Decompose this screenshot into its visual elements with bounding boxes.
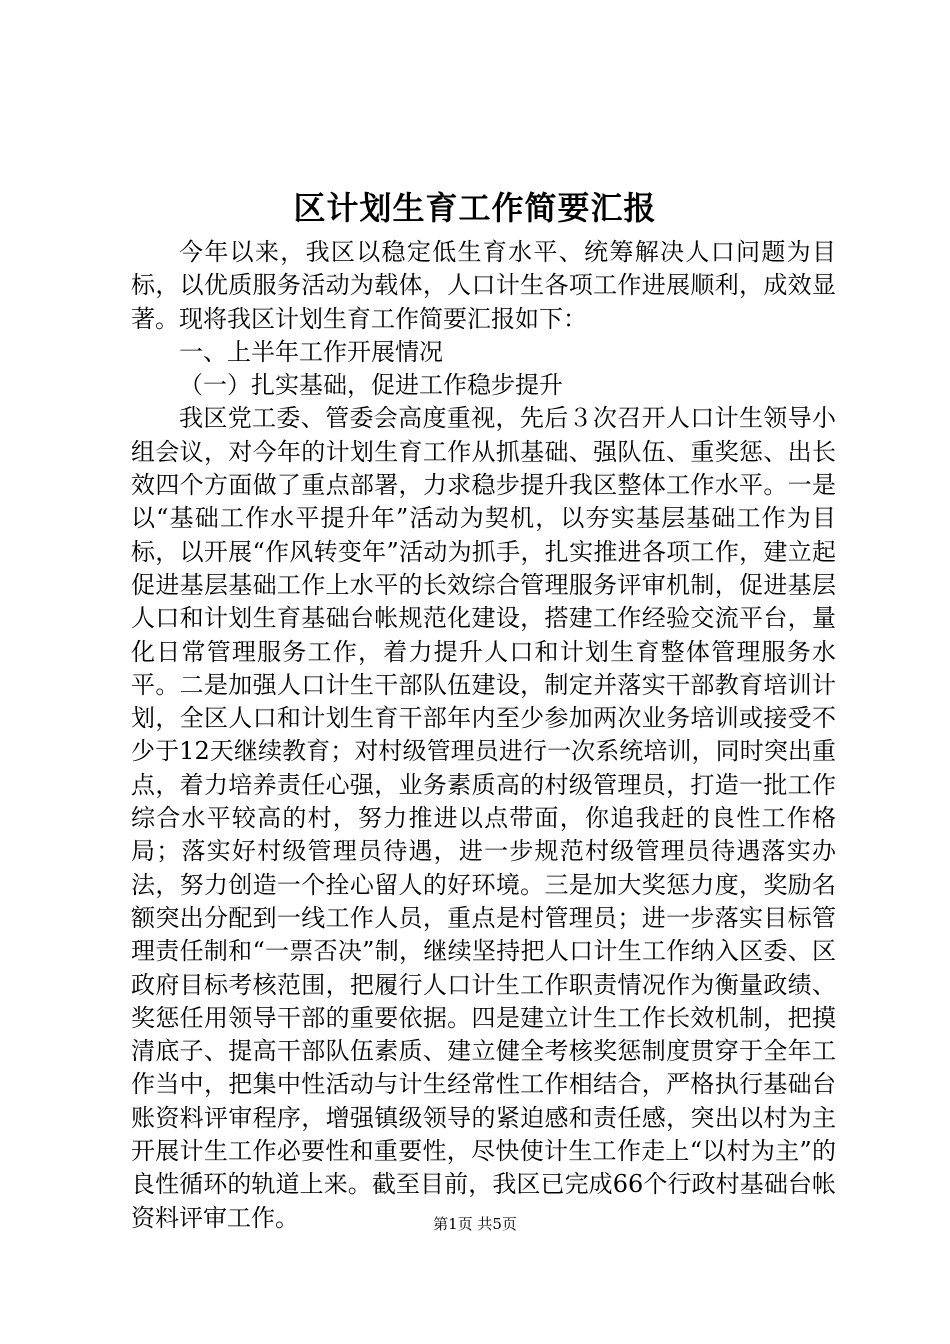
intro-paragraph: 今年以来，我区以稳定低生育水平、统筹解决人口问题为目标，以优质服务活动为载体，人口计生各项工作进展顺利，成效显著。现将我区计划生育工作简要汇报如下： bbox=[131, 238, 836, 333]
document-title: 区计划生育工作简要汇报 bbox=[293, 189, 657, 227]
body-paragraph: 我区党工委、管委会高度重视，先后３次召开人口计生领导小组会议，对今年的计划生育工作从抓基础、强队伍、重奖惩、出长效四个方面做了重点部署，力求稳步提升我区整体工作水平。一是以“基础工作水平提升年”活动为契机，以夯实基层基础工作为目标，以开展“作风转变年”活动为抓手，扎实推进各项工作，建立起促进基层基础工作上水平的长效综合管理服务评审机制，促进基层人口和计划生育基础台帐规范化建设，搭建工作经验交流平台，量化日常管理服务工作，着力提升人口和计划生育整体管理服务水平。二是加强人口计生干部队伍建设，制定并落实干部教育培训计划，全区人口和计划生育干部年内至少参加两次业务培训或接受不少于12天继续教育；对村级管理员进行一次系统培训，同时突出重点，着力培养责任心强，业务素质高的村级管理员，打造一批工作综合水平较高的村，努力推进以点带面，你追我赶的良性工作格局；落实好村级管理员待遇，进一步规范村级管理员待遇落实办法，努力创造一个拴心留人的好环境。三是加大奖惩力度，奖励名额突出分配到一线工作人员，重点是村管理员；进一步落实目标管理责任制和“一票否决”制，继续坚持把人口计生工作纳入区委、区政府目标考核范围，把履行人口计生工作职责情况作为衡量政绩、奖惩任用领导干部的重要依据。四是建立计生工作长效机制，把摸清底子、提高干部队伍素质、建立健全考核奖惩制度贯穿于全年工作当中，把集中性活动与计生经常性工作相结合，严格执行基础台账资料评审程序，增强镇级领导的紧迫感和责任感，突出以村为主开展计生工作必要性和重要性，尽快使计生工作走上“以村为主”的良性循环的轨道上来。截至目前，我区已完成66个行政村基础台帐资料评审工作。 bbox=[131, 404, 836, 1232]
page-footer: 第1页 共5页 bbox=[433, 1215, 517, 1233]
subsection-heading: （一）扎实基础，促进工作稳步提升 bbox=[179, 371, 563, 400]
section-heading: 一、上半年工作开展情况 bbox=[179, 337, 443, 366]
document-body bbox=[131, 236, 836, 1235]
